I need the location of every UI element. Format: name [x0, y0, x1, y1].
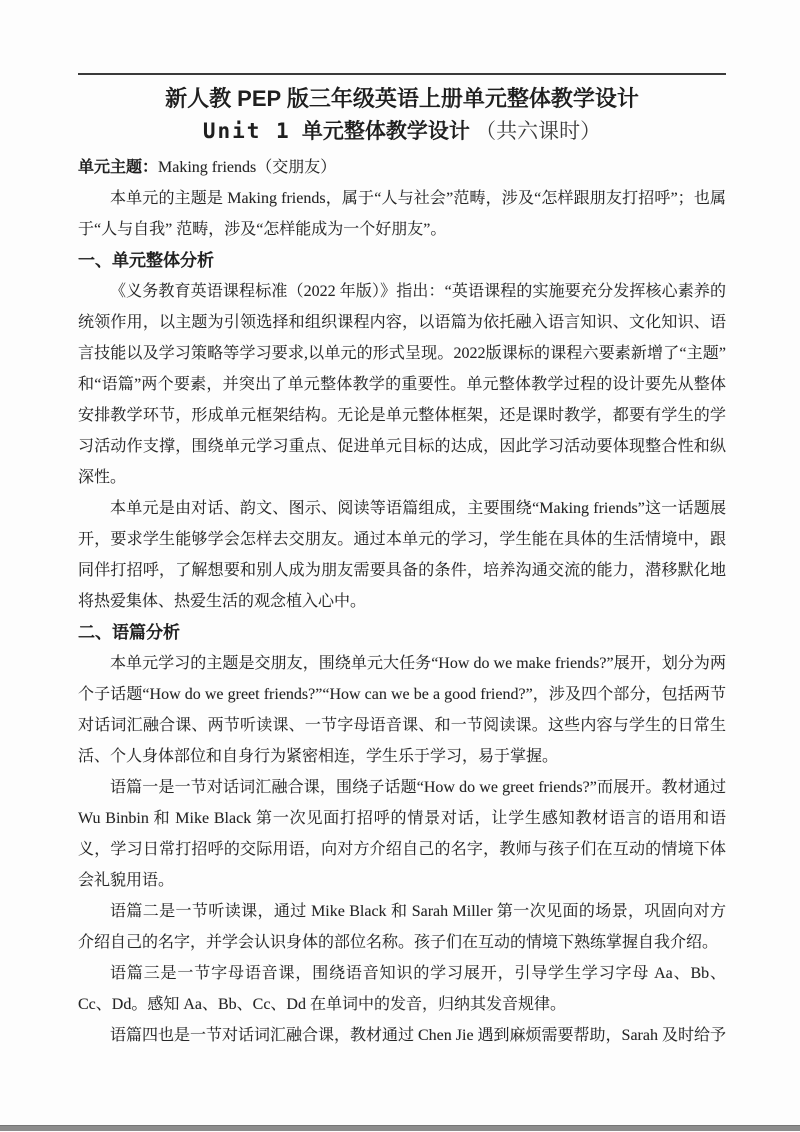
paragraph: 《义务教育英语课程标准（2022 年版）》指出：“英语课程的实施要充分发挥核心素养的统领作用，以主题为引领选择和组织课程内容，以语篇为依托融入语言知识、文化知识、语言技能以及学习策略等学习要求,以单元的形式呈现。2022版课标的课程六要素新增了“主题”和“语篇”两个要素，并突出了单元整体教学的重要性。单元整体教学过程的设计要先从整体安排教学环节，形成单元框架结构。无论是单元整体框架，还是课时教学，都要有学生的学习活动作支撑，围绕单元学习重点、促进单元目标的达成，因此学习活动要体现整合性和纵深性。 — [78, 283, 726, 486]
header-rule — [78, 73, 726, 75]
document-title: 新人教 PEP 版三年级英语上册单元整体教学设计 — [165, 86, 639, 111]
paragraph: 本单元学习的主题是交朋友，围绕单元大任务“How do we make friends?”展开，划分为两个子话题“How do we greet friends?”“How can we be a good friend?”，涉及四个部分，包括两节对话词汇融合课、两节听读课、一节字母语音课、和一节阅读课。这些内容与学生的日常生活、个人身体部位和自身行为紧密相连，学生乐于学习，易于掌握。 — [78, 655, 726, 765]
unit-theme-label: 单元主题： — [78, 159, 159, 176]
unit-title — [78, 116, 726, 147]
paragraph: 本单元的主题是 Making friends，属于“人与社会”范畴，涉及“怎样跟朋友打招呼”；也属于“人与自我” 范畴，涉及“怎样能成为一个好朋友”。 — [78, 190, 726, 238]
paragraph: 语篇一是一节对话词汇融合课，围绕子话题“How do we greet friends?”而展开。教材通过 Wu Binbin 和 Mike Black 第一次见面打招呼的情景对话，让学生感知教材语言的语用和语义，学习日常打招呼的交际用语，向对方介绍自己的名字，教师与孩子们在互动的情境下体会礼貌用语。 — [78, 779, 726, 889]
unit-title-text: 单元整体教学设计 — [301, 120, 470, 143]
paragraph: 本单元是由对话、韵文、图示、阅读等语篇组成，主要围绕“Making friends”这一话题展开，要求学生能够学会怎样去交朋友。通过本单元的学习，学生能在具体的生活情境中，跟同伴打招呼，了解想要和别人成为朋友需要具备的条件，培养沟通交流的能力，潜移默化地将热爱集体、热爱生活的观念植入心中。 — [78, 500, 726, 610]
unit-theme-value: Making friends（交朋友） — [158, 159, 337, 176]
scan-bottom-edge — [0, 1125, 800, 1131]
unit-number: Unit 1 — [202, 119, 291, 143]
document-body — [78, 152, 726, 1051]
unit-title-suffix: （共六课时） — [475, 119, 602, 143]
paragraph: 语篇三是一节字母语音课，围绕语音知识的学习展开，引导学生学习字母 Aa、Bb、Cc、Dd。感知 Aa、Bb、Cc、Dd 在单词中的发音，归纳其发音规律。 — [78, 965, 726, 1013]
section-heading: 一、单元整体分析 — [78, 251, 214, 270]
unit-theme-line — [78, 152, 726, 183]
page-content — [78, 62, 726, 1051]
section-heading: 二、语篇分析 — [78, 623, 180, 642]
paragraph: 语篇四也是一节对话词汇融合课，教材通过 Chen Jie 遇到麻烦需要帮助，Sarah 及时给予 — [110, 1027, 726, 1044]
paragraph: 语篇二是一节听读课，通过 Mike Black 和 Sarah Miller 第一次见面的场景，巩固向对方介绍自己的名字，并学会认识身体的部位名称。孩子们在互动的情境下熟练掌握自我介绍。 — [78, 903, 726, 951]
